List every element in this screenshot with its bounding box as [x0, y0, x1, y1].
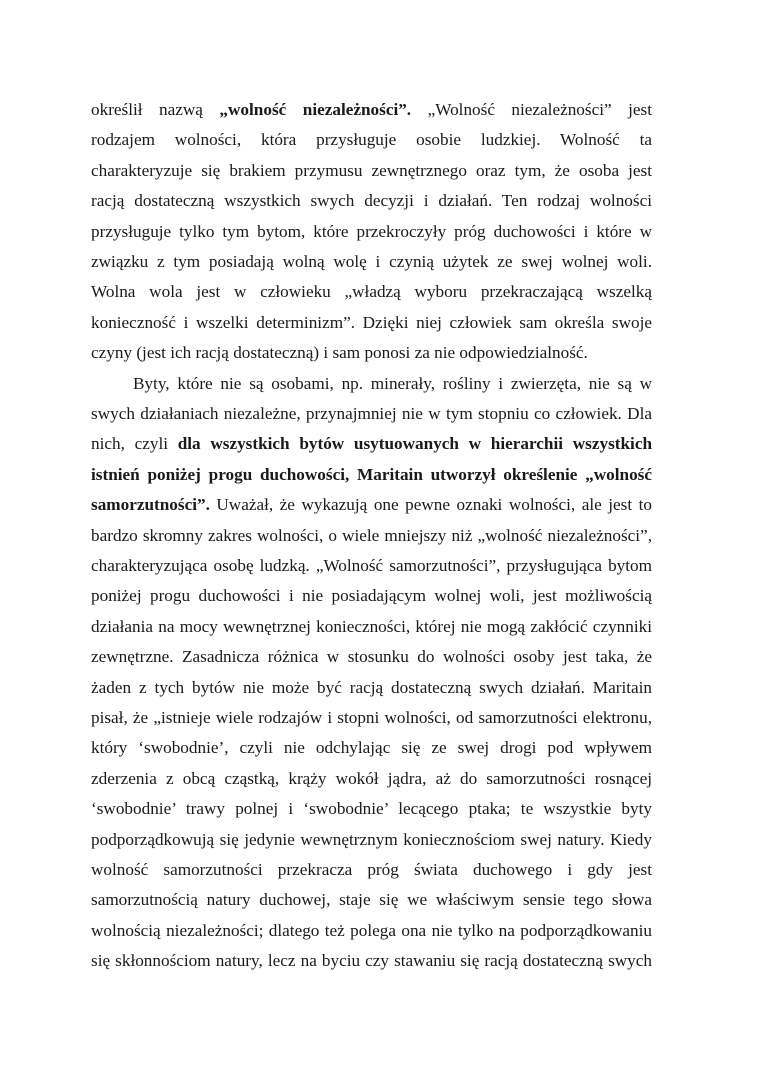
text-segment: podporządkowują się jedynie wewnętrznym koniecznościom swej natury. Kiedy [91, 829, 652, 849]
text-segment: nich, czyli [91, 434, 178, 454]
text-segment: związku z tym posiadają wolną wolę i czynią użytek ze swej wolnej woli. [91, 252, 652, 271]
text-line [91, 252, 652, 272]
text-line [91, 951, 652, 971]
text-line [91, 100, 652, 120]
text-segment: konieczność i wszelki determinizm”. Dzięki niej człowiek sam określa swoje [91, 312, 652, 332]
text-segment: który ‘swobodnie’, czyli nie odchylając się ze swej drogi pod wpływem [91, 738, 652, 758]
text-line [91, 343, 588, 363]
text-segment: zewnętrzne. Zasadnicza różnica w stosunku do wolności osoby jest taka, że [91, 647, 652, 667]
text-segment: Byty, które nie są osobami, np. minerały, rośliny i zwierzęta, nie są w [133, 373, 652, 393]
text-line [91, 678, 652, 698]
text-line [91, 617, 652, 637]
text-line [91, 191, 652, 211]
text-line [91, 860, 652, 880]
text-line [91, 769, 652, 789]
text-line [91, 313, 652, 333]
text-segment: racją dostateczną wszystkich swych decyzji i działań. Ten rodzaj wolności [91, 191, 652, 211]
text-segment: rodzajem wolności, która przysługuje osobie ludzkiej. Wolność ta [91, 130, 652, 150]
text-segment: swych działaniach niezależne, przynajmniej nie w tym stopniu co człowiek. Dla [91, 404, 652, 423]
text-segment: się skłonnościom natury, lecz na byciu czy stawaniu się racją dostateczną swych [91, 951, 652, 971]
text-segment: poniżej progu duchowości i nie posiadającym wolnej woli, jest możliwością [91, 586, 652, 606]
text-segment: samorzutnością natury duchowej, staje się we właściwym sensie tego słowa [91, 890, 652, 910]
text-segment: określił nazwą [91, 100, 220, 119]
text-segment: wolność samorzutności przekracza próg świata duchowego i gdy jest [91, 860, 652, 879]
text-segment: żaden z tych bytów nie może być racją dostateczną swych działań. Maritain [91, 677, 652, 697]
text-line [91, 465, 652, 485]
text-line [91, 222, 652, 242]
text-line [91, 799, 652, 819]
bold-text-segment: istnień poniżej progu duchowości, Maritain utworzył określenie „wolność [91, 464, 652, 484]
text-segment: Wolna wola jest w człowieku „władzą wyboru przekraczającą wszelką [91, 282, 652, 302]
text-segment: charakteryzuje się brakiem przymusu zewnętrznego oraz tym, że osoba jest [91, 160, 652, 180]
text-line [91, 556, 652, 576]
text-line [91, 586, 652, 606]
text-line [91, 738, 652, 758]
bold-text-segment: samorzutności”. [91, 495, 210, 515]
text-segment: pisał, że „istnieje wiele rodzajów i stopni wolności, od samorzutności elektronu, [91, 708, 652, 727]
text-segment: bardzo skromny zakres wolności, o wiele mniejszy niż „wolność niezależności”, [91, 525, 652, 545]
bold-text-segment: „wolność niezależności”. [219, 100, 412, 119]
text-segment: przysługuje tylko tym bytom, które przekroczyły próg duchowości i które w [91, 221, 652, 241]
text-line [91, 526, 652, 546]
text-line [91, 434, 652, 454]
bold-text-segment: dla wszystkich bytów usytuowanych w hierarchii wszystkich [177, 434, 653, 454]
text-segment: czyny (jest ich racją dostateczną) i sam ponosi za nie odpowiedzialność. [91, 343, 588, 363]
text-line [91, 830, 652, 850]
text-line [91, 921, 652, 941]
text-segment: ‘swobodnie’ trawy polnej i ‘swobodnie’ lecącego ptaka; te wszystkie byty [91, 799, 652, 819]
text-line [133, 374, 652, 394]
text-segment: wolnością niezależności; dlatego też polega ona nie tylko na podporządkowaniu [91, 920, 652, 940]
text-line [91, 647, 652, 667]
text-segment: zderzenia z obcą cząstką, krąży wokół jądra, aż do samorzutności rosnącej [91, 768, 652, 788]
text-line [91, 161, 652, 181]
text-line [91, 708, 652, 728]
text-line [91, 404, 652, 424]
text-segment: Uważał, że wykazują one pewne oznaki wolności, ale jest to [209, 495, 652, 515]
text-segment: „Wolność niezależności” jest [411, 100, 652, 119]
text-segment: charakteryzująca osobę ludzką. „Wolność samorzutności”, przysługująca bytom [91, 556, 652, 575]
text-line [91, 130, 652, 150]
text-line [91, 890, 652, 910]
text-line [91, 495, 652, 515]
text-line [91, 282, 652, 302]
text-segment: działania na mocy wewnętrznej konieczności, której nie mogą zakłócić czynniki [91, 616, 652, 636]
